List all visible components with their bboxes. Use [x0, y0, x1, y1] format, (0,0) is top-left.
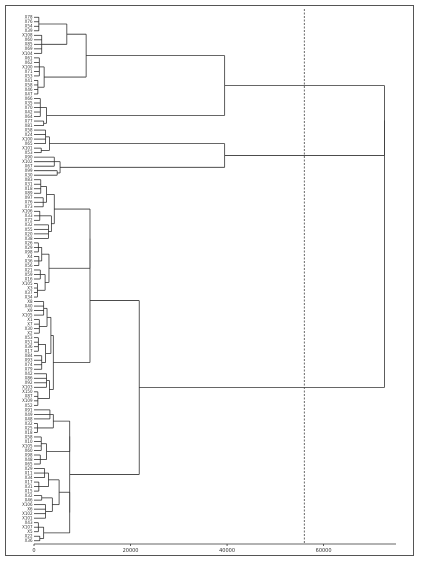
leaf-label: X61	[24, 55, 33, 61]
leaf-label: X106	[22, 208, 33, 214]
leaf-label: X36	[24, 258, 33, 264]
leaf-label: X17	[24, 348, 33, 354]
leaf-label: X106	[22, 502, 33, 508]
leaf-label: X100	[22, 64, 33, 70]
leaf-label: X66	[24, 95, 33, 101]
leaf-label: X46	[24, 497, 33, 503]
leaf-label: X102	[22, 159, 33, 165]
leaf-label: X65	[24, 141, 33, 147]
leaf-label: X40	[24, 303, 33, 309]
x-tick-label: 60000	[315, 548, 332, 554]
leaf-label: X48	[24, 416, 33, 422]
leaf-label: X69	[24, 46, 33, 52]
leaf-label: X31	[24, 483, 33, 489]
leaf-label: X38	[24, 235, 33, 241]
leaf-label: X56	[24, 262, 33, 268]
leaf-label: X10	[24, 438, 33, 444]
leaf-label: X9	[27, 307, 33, 313]
leaf-label: X58	[24, 434, 33, 440]
leaf-label: X73	[24, 204, 33, 210]
x-tick-label: 0	[32, 548, 36, 554]
leaf-label: X89	[24, 190, 33, 196]
leaf-label: X55	[24, 226, 33, 232]
leaf-label: X53	[24, 150, 33, 156]
leaf-label: X54	[24, 23, 33, 29]
leaf-label: X11	[24, 470, 33, 476]
leaf-label: X59	[24, 271, 33, 277]
leaf-label: X8	[27, 298, 33, 304]
leaf-label: X70	[24, 104, 33, 110]
leaf-labels	[22, 15, 33, 543]
leaf-label: X60	[24, 37, 33, 43]
leaf-label: X150	[22, 389, 33, 395]
leaf-label: X99	[24, 168, 33, 174]
leaf-label: X29	[24, 465, 33, 471]
leaf-label: X87	[24, 393, 33, 399]
leaf-label: X42	[24, 371, 33, 377]
leaf-label: X2	[27, 330, 33, 336]
leaf-label: X91	[24, 407, 33, 413]
leaf-label: X53	[24, 335, 33, 341]
leaf-label: X16	[24, 276, 33, 282]
leaf-label: X76	[24, 19, 33, 25]
leaf-label: X84	[24, 353, 33, 359]
leaf-label: X78	[24, 14, 33, 20]
dendrogram-links	[34, 9, 384, 544]
leaf-label: X36	[24, 538, 33, 544]
leaf-label: X98	[24, 452, 33, 458]
leaf-label: X98	[24, 249, 33, 255]
leaf-label: X102	[22, 511, 33, 517]
leaf-label: X76	[24, 199, 33, 205]
leaf-label: X18	[24, 186, 33, 192]
leaf-label: X107	[22, 524, 33, 530]
leaf-label: X105	[22, 312, 33, 318]
leaf-label: X79	[24, 366, 33, 372]
leaf-label: X105	[22, 280, 33, 286]
leaf-label: X86	[24, 375, 33, 381]
leaf-label: X46	[24, 86, 33, 92]
leaf-label: X22	[24, 533, 33, 539]
x-axis	[32, 544, 396, 554]
leaf-label: X4	[27, 253, 33, 259]
leaf-label: X72	[24, 217, 33, 223]
leaf-label: X67	[24, 163, 33, 169]
leaf-label: X5	[27, 529, 33, 535]
leaf-label: X30	[24, 326, 33, 332]
x-tick-label: 40000	[219, 548, 236, 554]
leaf-label: X71	[24, 68, 33, 74]
leaf-label: X15	[24, 488, 33, 494]
leaf-label: X64	[24, 113, 33, 119]
leaf-label: X29	[24, 244, 33, 250]
leaf-label: X3	[27, 285, 33, 291]
leaf-label: X32	[24, 493, 33, 499]
leaf-label: X30	[24, 172, 33, 178]
leaf-label: X52	[24, 402, 33, 408]
leaf-label: X103	[22, 384, 33, 390]
leaf-label: X17	[24, 479, 33, 485]
leaf-label: X35	[24, 100, 33, 106]
leaf-label: X6	[27, 506, 33, 512]
leaf-label: X20	[24, 231, 33, 237]
leaf-label: X101	[22, 515, 33, 521]
leaf-label: X21	[24, 267, 33, 273]
leaf-label: X26	[24, 240, 33, 246]
leaf-label: X109	[22, 398, 33, 404]
leaf-label: X93	[24, 357, 33, 363]
leaf-label: X33	[24, 213, 33, 219]
leaf-label: X7	[27, 321, 33, 327]
leaf-label: X108	[22, 32, 33, 38]
leaf-label: X24	[24, 131, 33, 137]
leaf-label: X62	[24, 59, 33, 65]
leaf-label: X104	[22, 50, 33, 56]
leaf-label: X32	[24, 420, 33, 426]
leaf-label: X43	[24, 520, 33, 526]
leaf-label: X49	[24, 411, 33, 417]
leaf-label: X47	[24, 91, 33, 97]
leaf-label: X90	[24, 154, 33, 160]
leaf-label: X51	[24, 339, 33, 345]
leaf-label: X34	[24, 294, 33, 300]
x-tick-label: 20000	[122, 548, 139, 554]
leaf-label: X105	[22, 443, 33, 449]
leaf-label: X101	[22, 145, 33, 151]
leaf-label: X1	[27, 317, 33, 323]
leaf-label: X74	[24, 362, 33, 368]
leaf-label: X58	[24, 82, 33, 88]
leaf-label: X36	[24, 344, 33, 350]
leaf-label: X25	[24, 425, 33, 431]
leaf-label: X48	[24, 456, 33, 462]
leaf-label: X31	[24, 181, 33, 187]
leaf-label: X100	[22, 136, 33, 142]
leaf-label: X58	[24, 127, 33, 133]
leaf-label: X83	[24, 177, 33, 183]
leaf-label: X34	[24, 474, 33, 480]
leaf-label: X53	[24, 73, 33, 79]
leaf-label: X32	[24, 222, 33, 228]
leaf-label: X65	[24, 461, 33, 467]
leaf-label: X18	[24, 429, 33, 435]
leaf-label: X97	[24, 195, 33, 201]
leaf-label: X39	[24, 28, 33, 34]
leaf-label: X41	[24, 77, 33, 83]
leaf-label: X60	[24, 447, 33, 453]
leaf-label: X92	[24, 380, 33, 386]
leaf-label: X81	[24, 122, 33, 128]
leaf-label: X77	[24, 118, 33, 124]
leaf-label: X85	[24, 41, 33, 47]
leaf-label: X37	[24, 289, 33, 295]
leaf-label: X42	[24, 109, 33, 115]
